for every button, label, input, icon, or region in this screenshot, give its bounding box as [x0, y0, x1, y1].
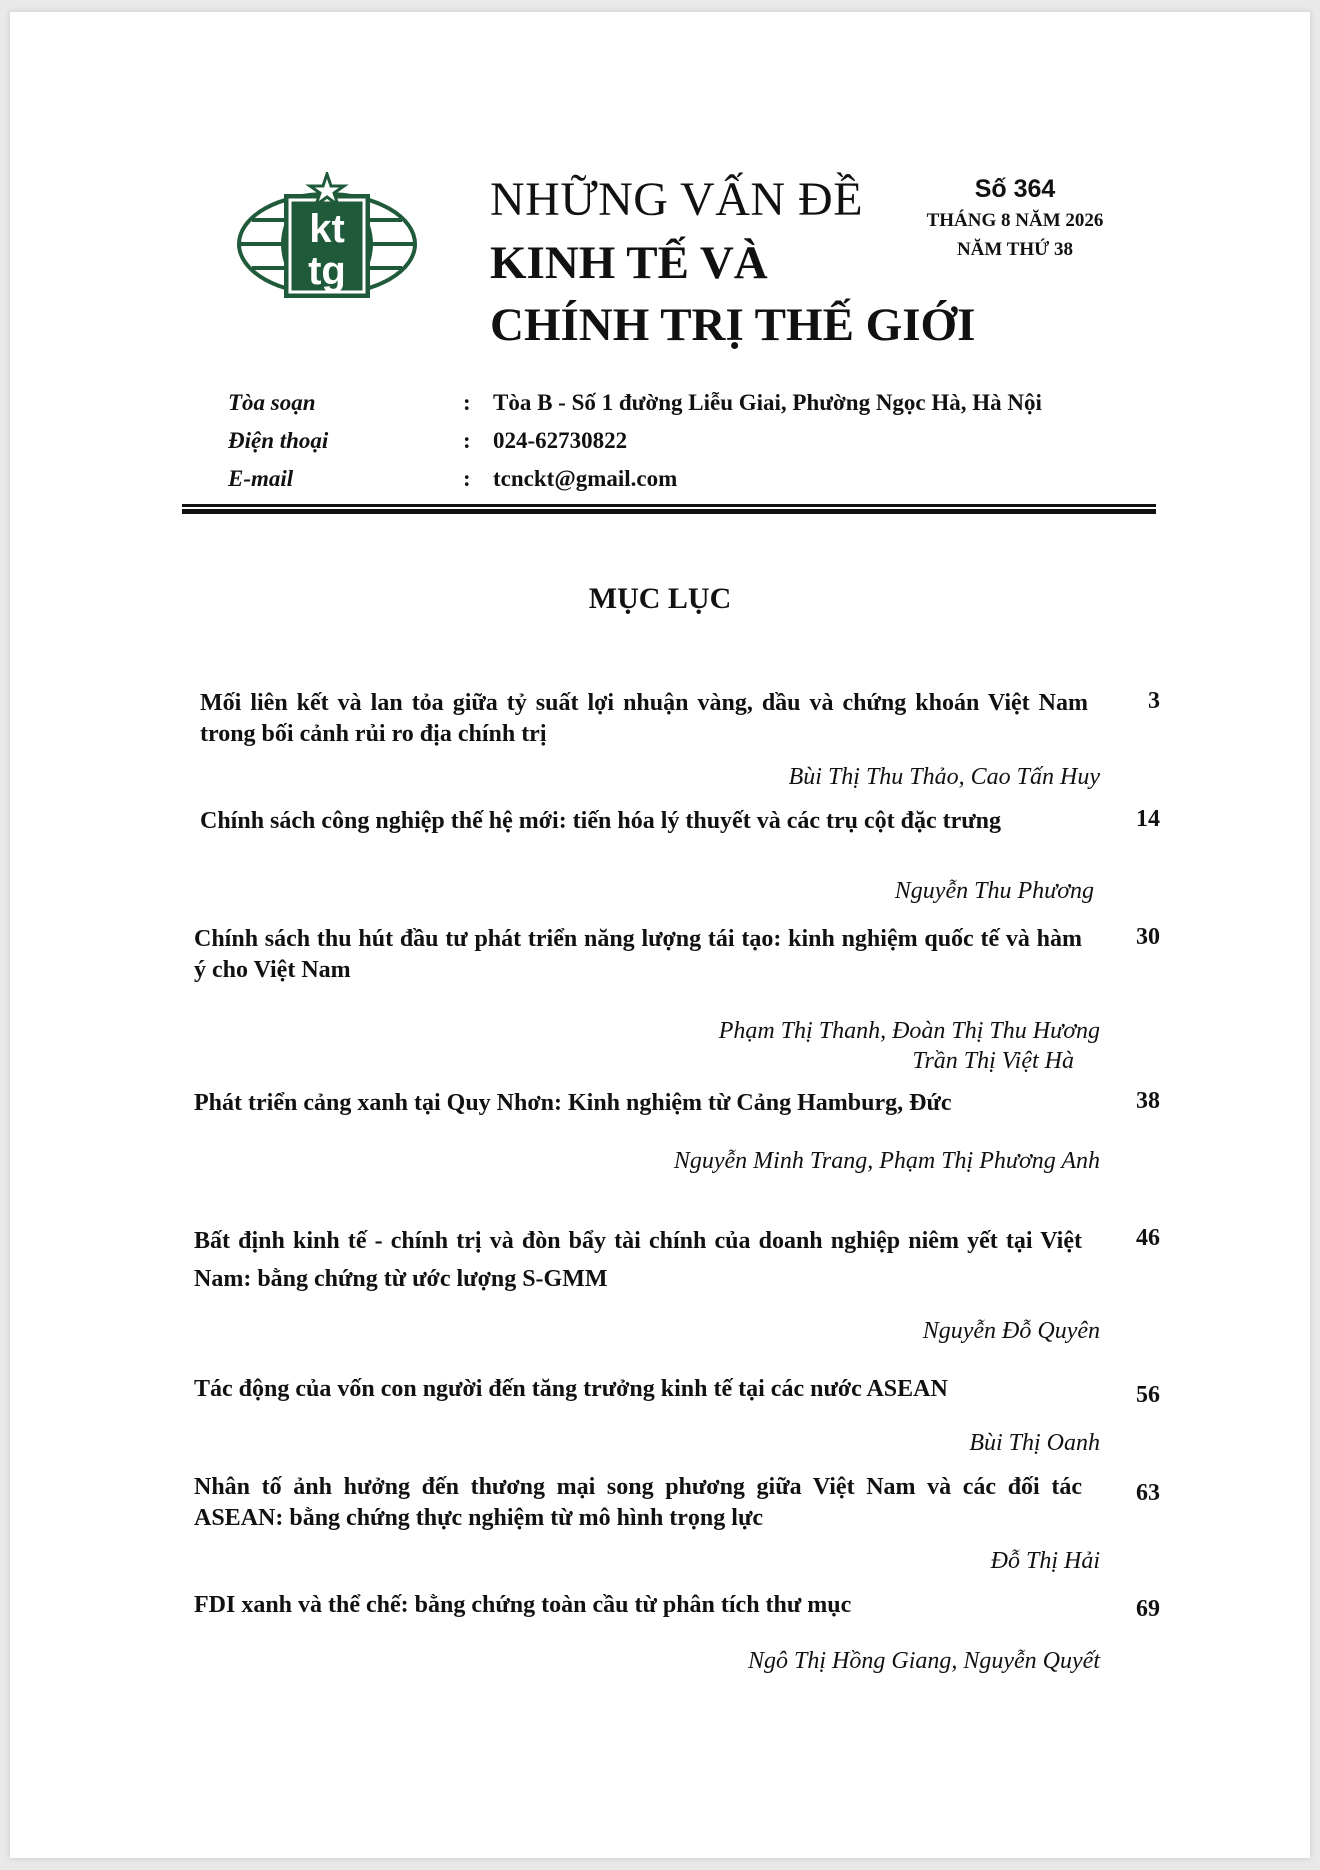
divider-thin [182, 504, 1156, 507]
issue-number: Số 364 [974, 175, 1056, 203]
toc-title: MỤC LỤC [588, 582, 732, 615]
issue-date: THÁNG 8 NĂM 2026 [926, 210, 1104, 231]
toc-entry-title[interactable]: Phát triển cảng xanh tại Quy Nhơn: Kinh nghiệm từ Cảng Hamburg, Đức [194, 1090, 952, 1116]
contact-colon: : [463, 466, 471, 491]
divider-thick [182, 509, 1156, 514]
toc-entry-title[interactable]: Bất định kinh tế - chính trị và đòn bẩy tài chính của doanh nghiệp niêm yết tại Việt Nam: bằng chứng từ ước lượng S-GMM [194, 1228, 1082, 1292]
journal-page [10, 12, 1310, 1858]
contact-label: Tòa soạn [228, 390, 316, 415]
toc-entry-authors: Bùi Thị Thu Thảo, Cao Tấn Huy [788, 764, 1100, 790]
toc-entry-page: 3 [1148, 688, 1160, 714]
toc-entry-title[interactable]: Chính sách thu hút đầu tư phát triển năng lượng tái tạo: kinh nghiệm quốc tế và hàm ý cho Việt Nam [194, 926, 1082, 983]
toc-entry-authors: Đỗ Thị Hải [990, 1548, 1100, 1574]
toc-entry-page: 38 [1136, 1088, 1160, 1114]
svg-text:tg: tg [308, 249, 346, 293]
masthead-line-1: NHỮNG VẤN ĐỀ [490, 173, 864, 226]
journal-logo-icon [232, 172, 422, 304]
toc-entry-title[interactable]: FDI xanh và thể chế: bằng chứng toàn cầu từ phân tích thư mục [194, 1592, 852, 1618]
toc-entry-title[interactable]: Mối liên kết và lan tỏa giữa tỷ suất lợi nhuận vàng, dầu và chứng khoán Việt Nam trong bối cảnh rủi ro địa chính trị [200, 690, 1088, 747]
contact-colon: : [463, 390, 471, 415]
contact-row-address [228, 384, 1128, 422]
contact-label: E-mail [228, 466, 294, 491]
toc-entry-page: 56 [1136, 1382, 1160, 1408]
toc-entry-title[interactable]: Nhân tố ảnh hưởng đến thương mại song phương giữa Việt Nam và các đối tác ASEAN: bằng chứng thực nghiệm từ mô hình trọng lực [194, 1474, 1082, 1531]
toc-entry-authors-line-2: Trần Thị Việt Hà [912, 1048, 1074, 1074]
svg-text:kt: kt [309, 207, 345, 251]
toc-entry-page: 63 [1136, 1480, 1160, 1506]
toc-entry-authors: Ngô Thị Hồng Giang, Nguyễn Quyết [748, 1648, 1100, 1674]
issue-year: NĂM THỨ 38 [956, 239, 1074, 260]
toc-entry-page: 69 [1136, 1596, 1160, 1622]
contact-colon: : [463, 428, 471, 453]
toc-entry-authors: Bùi Thị Oanh [969, 1430, 1100, 1456]
masthead-line-3: CHÍNH TRỊ THẾ GIỚI [490, 299, 976, 351]
issue-info [890, 172, 1140, 264]
contact-row-email [228, 460, 1128, 498]
toc-entry-authors: Phạm Thị Thanh, Đoàn Thị Thu Hương [718, 1018, 1100, 1044]
toc-entry-title[interactable]: Tác động của vốn con người đến tăng trưởng kinh tế tại các nước ASEAN [194, 1376, 948, 1402]
toc-entry-page: 46 [1136, 1225, 1160, 1251]
contact-value: 024-62730822 [493, 428, 628, 453]
toc-entry-page: 14 [1136, 806, 1160, 832]
toc-entry-authors: Nguyễn Minh Trang, Phạm Thị Phương Anh [673, 1148, 1100, 1174]
contact-row-phone [228, 422, 1128, 460]
masthead-line-2: KINH TẾ VÀ [490, 237, 768, 289]
toc-entry-title[interactable]: Chính sách công nghiệp thế hệ mới: tiến hóa lý thuyết và các trụ cột đặc trưng [200, 808, 1002, 834]
toc-entry-authors: Nguyễn Đỗ Quyên [922, 1318, 1100, 1344]
email-link[interactable]: tcnckt@gmail.com [493, 466, 678, 491]
toc-entry-page: 30 [1136, 924, 1160, 950]
toc-entry-authors: Nguyễn Thu Phương [894, 878, 1094, 904]
contact-label: Điện thoại [228, 428, 329, 453]
contact-value: Tòa B - Số 1 đường Liễu Giai, Phường Ngọc Hà, Hà Nội [493, 390, 1042, 415]
contact-block [228, 384, 1128, 498]
